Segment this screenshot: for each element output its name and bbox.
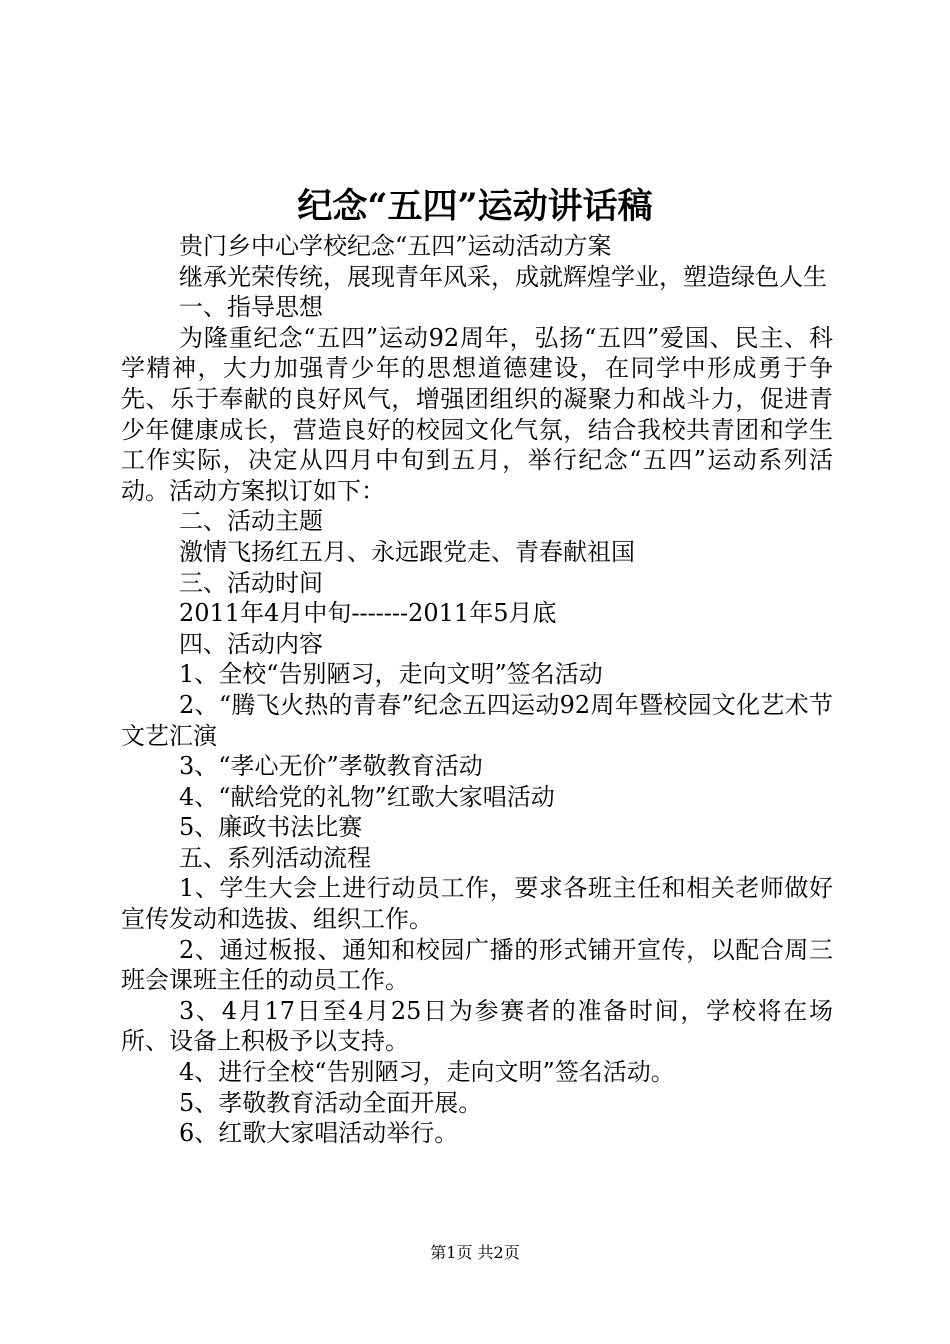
paragraph: 为隆重纪念“五四”运动92周年，弘扬“五四”爱国、民主、科学精神，大力加强青少年的思想道德建设，在同学中形成勇于争先、乐于奉献的良好风气，增强团组织的凝聚力和战斗力，促进青少年健康成长，营造良好的校园文化气氛，结合我校共青团和学生工作实际，决定从四月中旬到五月，举行纪念“五四”运动系列活动。活动方案拟订如下：	[121, 323, 833, 505]
document-title: 纪念“五四”运动讲话稿	[297, 186, 653, 227]
paragraph: 继承光荣传统，展现青年风采，成就辉煌学业，塑造绿色人生	[179, 262, 827, 291]
list-item: 6、红歌大家唱活动举行。	[179, 1119, 459, 1148]
list-item: 3、4月17日至4月25日为参赛者的准备时间，学校将在场所、设备上积极予以支持。	[121, 996, 833, 1056]
list-item: 2、“腾飞火热的青春”纪念五四运动92周年暨校园文化艺术节文艺汇演	[121, 690, 833, 750]
page-footer: 第1页 共2页	[430, 1243, 520, 1262]
list-item: 2、通过板报、通知和校园广播的形式铺开宣传，以配合周三班会课班主任的动员工作。	[121, 935, 833, 995]
list-item: 4、进行全校“告别陋习，走向文明”签名活动。	[179, 1058, 675, 1087]
document-body	[121, 231, 833, 1149]
list-item: 1、全校“告别陋习，走向文明”签名活动	[179, 660, 603, 689]
list-item: 1、学生大会上进行动员工作，要求各班主任和相关老师做好宣传发动和选拔、组织工作。	[121, 874, 833, 934]
list-item: 3、“孝心无价”孝敬教育活动	[179, 752, 483, 781]
list-item: 4、“献给党的礼物”红歌大家唱活动	[179, 782, 555, 811]
list-item: 5、廉政书法比赛	[179, 813, 363, 842]
paragraph: 2011年4月中旬-------2011年5月底	[179, 599, 557, 628]
section-heading: 二、活动主题	[179, 507, 323, 536]
section-heading: 五、系列活动流程	[179, 843, 371, 872]
section-heading: 四、活动内容	[179, 629, 323, 658]
paragraph: 贵门乡中心学校纪念“五四”运动活动方案	[179, 232, 612, 260]
section-heading: 三、活动时间	[179, 568, 323, 597]
paragraph: 激情飞扬红五月、永远跟党走、青春献祖国	[179, 537, 635, 566]
list-item: 5、孝敬教育活动全面开展。	[179, 1088, 483, 1117]
section-heading: 一、指导思想	[179, 293, 323, 322]
